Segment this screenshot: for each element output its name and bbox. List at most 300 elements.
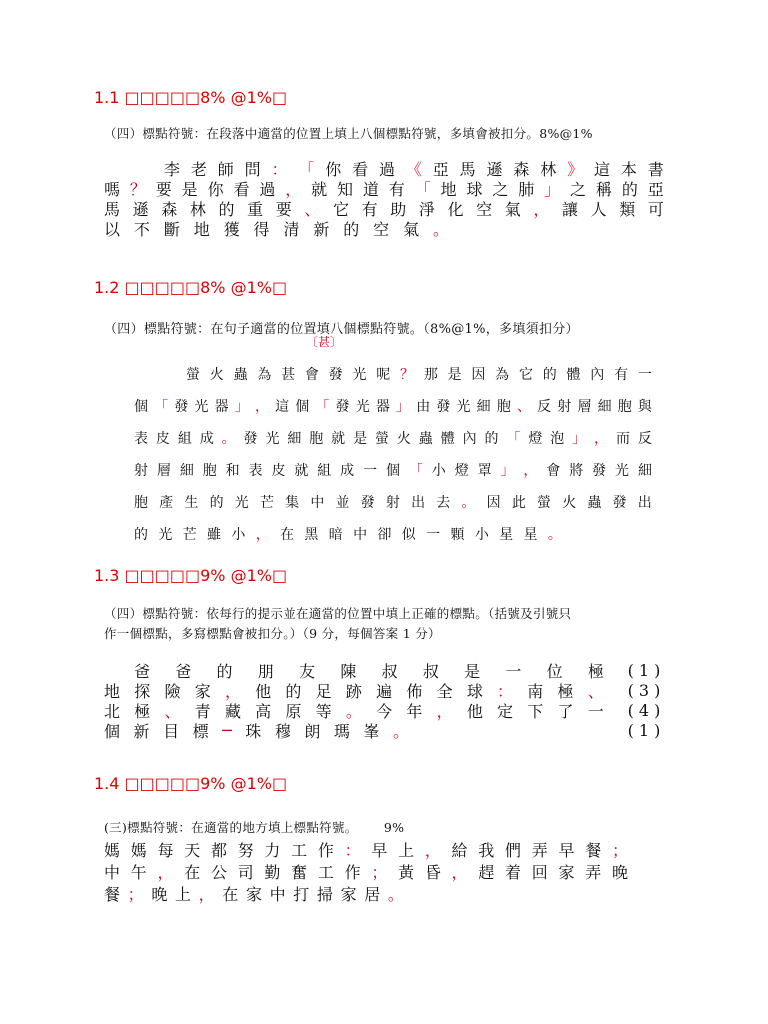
- punctuation-mark: ，: [533, 199, 550, 219]
- character: 細: [476, 399, 491, 415]
- punctuation-mark: 》: [567, 159, 584, 179]
- character: 佈: [406, 681, 423, 701]
- character: 馬: [104, 199, 121, 219]
- passage-line-with-score: [104, 660, 664, 680]
- character: 在: [222, 884, 239, 904]
- punctuation-mark: 「: [414, 179, 431, 199]
- character: 層: [577, 399, 592, 415]
- character: 重: [247, 199, 264, 219]
- character: 朗: [304, 721, 321, 741]
- punctuation-mark: ：: [271, 159, 288, 179]
- punctuation-mark: 。: [432, 219, 449, 239]
- character: 地: [104, 681, 121, 701]
- character: 位: [546, 661, 563, 681]
- punctuation-mark: ，: [198, 884, 215, 904]
- character: 表: [248, 463, 263, 479]
- character: 師: [217, 159, 234, 179]
- character: 朋: [257, 661, 274, 681]
- character: 黃: [398, 862, 415, 882]
- character: 家: [558, 862, 575, 882]
- character: 們: [505, 840, 522, 860]
- character: 細: [287, 431, 302, 447]
- character: 中: [353, 527, 368, 543]
- punctuation-mark: 。: [547, 527, 562, 543]
- character: 它: [333, 199, 350, 219]
- character: 將: [569, 463, 584, 479]
- character: 火: [209, 367, 224, 383]
- character: 螢: [374, 431, 389, 447]
- character: 媽: [104, 840, 121, 860]
- character: 芒: [259, 495, 274, 511]
- character: 餐: [104, 884, 121, 904]
- character: 新: [313, 219, 330, 239]
- character: 爸: [175, 661, 192, 681]
- section-heading-1-4: 1.4 □□□□□9% @1%□: [94, 774, 288, 793]
- character: 老: [190, 159, 207, 179]
- passage-line-with-score: [104, 720, 664, 740]
- character: 家: [340, 884, 357, 904]
- passage-line: [134, 390, 652, 422]
- character: 上: [174, 884, 191, 904]
- character: 你: [207, 179, 224, 199]
- character: 此: [511, 495, 526, 511]
- character: 居: [364, 884, 381, 904]
- character: 出: [637, 495, 652, 511]
- character: 燈: [528, 431, 543, 447]
- character: 奮: [291, 862, 308, 882]
- character: 的: [484, 431, 499, 447]
- character: 蟲: [587, 495, 602, 511]
- character: 組: [317, 463, 332, 479]
- score-label: ( 3 ): [627, 680, 661, 700]
- punctuation-mark: 「: [298, 159, 315, 179]
- character: 為: [495, 367, 510, 383]
- passage-1-3: [104, 660, 664, 740]
- punctuation-mark: ，: [523, 463, 538, 479]
- character: 你: [325, 159, 342, 179]
- character: 胞: [134, 495, 148, 511]
- passage-line: [134, 454, 652, 486]
- character: 讓: [562, 199, 579, 219]
- character: 弄: [531, 840, 548, 860]
- punctuation-mark: 「: [408, 463, 423, 479]
- score-total: 9%: [383, 820, 405, 835]
- character: 獲: [223, 219, 240, 239]
- character: 和: [225, 463, 240, 479]
- character: 射: [557, 399, 572, 415]
- character: 助: [390, 199, 407, 219]
- character: 林: [189, 199, 206, 219]
- punctuation-mark: ，: [424, 840, 441, 860]
- character: 馬: [459, 159, 476, 179]
- character: 暗: [328, 527, 343, 543]
- character: 它: [518, 367, 533, 383]
- character: 器: [214, 399, 229, 415]
- character: 體: [566, 367, 581, 383]
- character: 林: [540, 159, 557, 179]
- character: 化: [447, 199, 464, 219]
- punctuation-mark: ：: [344, 840, 361, 860]
- character: 成: [340, 463, 355, 479]
- character: 發: [592, 463, 607, 479]
- character: 空: [373, 219, 390, 239]
- character: 是: [464, 661, 481, 681]
- character: 天: [184, 840, 201, 860]
- character: 氣: [504, 199, 521, 219]
- handwritten-annotation: 〔甚〕: [306, 335, 343, 349]
- character: 發: [243, 431, 258, 447]
- character: 個: [134, 399, 148, 415]
- character: 罩: [477, 463, 492, 479]
- character: 地: [193, 219, 210, 239]
- punctuation-mark: ；: [127, 884, 144, 904]
- passage-line-with-score: [104, 700, 664, 720]
- character: 反: [637, 431, 652, 447]
- character: 螢: [186, 367, 200, 383]
- character: 火: [562, 495, 577, 511]
- character: 家: [245, 884, 262, 904]
- character: 球: [466, 681, 483, 701]
- punctuation-mark: ，: [285, 179, 302, 199]
- passage-line: [104, 860, 628, 882]
- character: 顆: [450, 527, 465, 543]
- punctuation-mark: ；: [371, 862, 388, 882]
- passage-1-4: [104, 838, 628, 904]
- question-prompt-1-3-b: 作一個標點，多寫標點會被扣分。）（9 分，每個答案 1 分）: [104, 626, 441, 641]
- character: 工: [291, 840, 308, 860]
- character: 叔: [422, 661, 439, 681]
- character: 去: [436, 495, 451, 511]
- passage-line: [134, 518, 562, 550]
- character: 書: [647, 159, 664, 179]
- character: 光: [615, 463, 630, 479]
- score-label: ( 4 ): [627, 700, 661, 720]
- character: 着: [505, 862, 522, 882]
- character: 似: [401, 527, 416, 543]
- punctuation-mark: 」: [234, 399, 249, 415]
- character: 媽: [130, 840, 147, 860]
- character: 遍: [376, 681, 393, 701]
- character: 要: [155, 179, 172, 199]
- character: 他: [466, 701, 483, 721]
- character: 發: [436, 399, 451, 415]
- character: 早: [371, 840, 388, 860]
- punctuation-mark: ，: [254, 399, 269, 415]
- character: 森: [161, 199, 178, 219]
- punctuation-mark: 「: [506, 431, 521, 447]
- punctuation-mark: ？: [400, 367, 415, 383]
- character: 的: [209, 495, 224, 511]
- character: 皮: [271, 463, 286, 479]
- character: 有: [388, 179, 405, 199]
- character: 看: [352, 159, 369, 179]
- character: 弄: [585, 862, 602, 882]
- punctuation-mark: 。: [387, 884, 404, 904]
- character: 星: [499, 527, 514, 543]
- character: 細: [597, 399, 612, 415]
- character: 遜: [486, 159, 503, 179]
- character: 出: [411, 495, 426, 511]
- character: 器: [375, 399, 390, 415]
- character: 李: [164, 159, 181, 179]
- punctuation-mark: 、: [516, 399, 531, 415]
- character: 小: [431, 463, 446, 479]
- character: 就: [294, 463, 309, 479]
- character: 蟲: [233, 367, 248, 383]
- character: 細: [179, 463, 194, 479]
- passage-line: [104, 198, 664, 218]
- character: 產: [159, 495, 174, 511]
- character: 上: [398, 840, 415, 860]
- section-heading-1-1: 1.1 □□□□□8% @1%□: [94, 88, 288, 107]
- character: 藏: [224, 701, 241, 721]
- passage-line: [104, 882, 404, 904]
- character: 公: [210, 862, 227, 882]
- character: 氣: [403, 219, 420, 239]
- punctuation-mark: ，: [255, 527, 270, 543]
- character: 給: [451, 840, 468, 860]
- character: 全: [436, 681, 453, 701]
- character: 都: [210, 840, 227, 860]
- character: 中: [269, 884, 286, 904]
- character: 這: [275, 399, 290, 415]
- punctuation-mark: 、: [587, 681, 604, 701]
- character: 胞: [617, 399, 632, 415]
- character: 定: [497, 701, 514, 721]
- character: 過: [259, 179, 276, 199]
- character: 陳: [340, 661, 357, 681]
- passage-line: [104, 719, 409, 742]
- character: 發: [335, 399, 350, 415]
- character: 因: [486, 495, 501, 511]
- character: 森: [513, 159, 530, 179]
- character: 極: [587, 661, 604, 681]
- character: 芒: [182, 527, 197, 543]
- character: 小: [231, 527, 246, 543]
- character: 就: [331, 431, 346, 447]
- character: 探: [134, 681, 151, 701]
- character: 的: [285, 681, 302, 701]
- character: 黑: [304, 527, 319, 543]
- punctuation-mark: ，: [451, 862, 468, 882]
- character: 光: [456, 399, 471, 415]
- character: 卻: [377, 527, 392, 543]
- punctuation-mark: 」: [500, 463, 515, 479]
- character: 就: [311, 179, 328, 199]
- character: 類: [619, 199, 636, 219]
- punctuation-mark: 」: [572, 431, 587, 447]
- character: 了: [557, 701, 574, 721]
- character: 會: [304, 367, 319, 383]
- character: 的: [621, 179, 638, 199]
- character: 內: [590, 367, 605, 383]
- character: 道: [362, 179, 379, 199]
- character: 跡: [345, 681, 362, 701]
- character: 光: [265, 431, 280, 447]
- character: 下: [527, 701, 544, 721]
- passage-line: [134, 358, 652, 390]
- character: 珠: [245, 721, 262, 741]
- question-prompt-1-2: （四）標點符號：在句子適當的位置填八個標點符號。（8%@1%，多填須扣分）: [104, 322, 579, 337]
- character: 螢: [537, 495, 551, 511]
- character: 集: [285, 495, 300, 511]
- punctuation-mark: 」: [396, 399, 411, 415]
- character: 光: [355, 399, 370, 415]
- question-prompt-1-3-a: （四）標點符號：依每行的提示並在適當的位置中填上正確的標點。（括號及引號只: [104, 606, 572, 621]
- punctuation-mark: ？: [129, 179, 146, 199]
- score-label: ( 1 ): [627, 720, 661, 740]
- character: 高: [255, 701, 272, 721]
- character: 司: [237, 862, 254, 882]
- character: 亞: [432, 159, 449, 179]
- character: 力: [264, 840, 281, 860]
- passage-line: [104, 178, 664, 198]
- character: 每: [157, 840, 174, 860]
- score-label: ( 1 ): [627, 660, 661, 680]
- character: 北: [104, 701, 121, 721]
- question-prompt-1-1: （四）標點符號：在段落中適當的位置上填上八個標點符號，多填會被扣分。8%@1%: [104, 126, 593, 141]
- character: 峯: [363, 721, 380, 741]
- character: 個: [104, 721, 121, 741]
- character: 知: [337, 179, 354, 199]
- character: 在: [184, 862, 201, 882]
- character: 並: [335, 495, 350, 511]
- character: 個: [295, 399, 310, 415]
- character: 極: [134, 701, 151, 721]
- character: 射: [385, 495, 400, 511]
- character: 今: [376, 701, 393, 721]
- character: 晚: [611, 862, 628, 882]
- character: 組: [177, 431, 192, 447]
- punctuation-mark: ，: [436, 701, 453, 721]
- character: 個: [385, 463, 400, 479]
- character: 的: [134, 527, 148, 543]
- punctuation-mark: 。: [392, 721, 409, 741]
- character: 回: [531, 862, 548, 882]
- character: 球: [466, 179, 483, 199]
- punctuation-mark: ：: [497, 681, 514, 701]
- character: 呢: [376, 367, 391, 383]
- character: 趕: [478, 862, 495, 882]
- character: 中: [104, 862, 121, 882]
- character: 的: [218, 199, 235, 219]
- character: 友: [299, 661, 316, 681]
- character: 而: [615, 431, 630, 447]
- character: 星: [523, 527, 538, 543]
- character: 淨: [418, 199, 435, 219]
- punctuation-mark: 、: [164, 701, 181, 721]
- punctuation-mark: 「: [315, 399, 330, 415]
- character: 一: [637, 367, 652, 383]
- character: 空: [476, 199, 493, 219]
- character: 原: [285, 701, 302, 721]
- question-text: (三)標點符號：在適當的地方填上標點符號。: [104, 820, 358, 835]
- character: 因: [471, 367, 486, 383]
- character: 胞: [202, 463, 217, 479]
- punctuation-mark: 。: [461, 495, 476, 511]
- character: 體: [440, 431, 455, 447]
- character: 一: [505, 661, 522, 681]
- character: 射: [134, 463, 148, 479]
- character: 穆: [274, 721, 291, 741]
- character: 看: [233, 179, 250, 199]
- character: 這: [594, 159, 611, 179]
- character: 光: [352, 367, 367, 383]
- character: 青: [194, 701, 211, 721]
- character: 反: [537, 399, 552, 415]
- character: 極: [557, 681, 574, 701]
- passage-line-with-score: [104, 680, 664, 700]
- character: 打: [293, 884, 310, 904]
- character: 中: [310, 495, 325, 511]
- character: 足: [315, 681, 332, 701]
- character: 工: [317, 862, 334, 882]
- character: 可: [647, 199, 664, 219]
- punctuation-mark: 《: [405, 159, 422, 179]
- character: 亞: [647, 179, 664, 199]
- character: 昏: [424, 862, 441, 882]
- question-prompt-1-4: [104, 818, 404, 836]
- character: 本: [620, 159, 637, 179]
- character: 等: [315, 701, 332, 721]
- character: 光: [194, 399, 209, 415]
- passage-1-2: [134, 358, 652, 550]
- character: 他: [255, 681, 272, 701]
- punctuation-mark: 、: [304, 199, 321, 219]
- passage-line: [134, 422, 652, 454]
- character: 蟲: [418, 431, 433, 447]
- character: 斷: [163, 219, 180, 239]
- character: 胞: [309, 431, 324, 447]
- character: 皮: [155, 431, 170, 447]
- character: 標: [192, 721, 209, 741]
- character: 甚: [281, 367, 296, 383]
- character: 一: [426, 527, 441, 543]
- character: 得: [253, 219, 270, 239]
- character: 生: [184, 495, 199, 511]
- character: 努: [237, 840, 254, 860]
- character: 發: [360, 495, 375, 511]
- passage-1-1: [104, 158, 664, 238]
- character: 胞: [496, 399, 511, 415]
- punctuation-mark: 「: [154, 399, 169, 415]
- character: 我: [478, 840, 495, 860]
- character: 目: [163, 721, 180, 741]
- section-heading-1-2: 1.2 □□□□□8% @1%□: [94, 278, 288, 297]
- character: 發: [328, 367, 343, 383]
- character: 發: [174, 399, 189, 415]
- section-heading-1-3: 1.3 □□□□□9% @1%□: [94, 566, 288, 585]
- character: 為: [257, 367, 272, 383]
- character: 餐: [585, 840, 602, 860]
- character: 有: [361, 199, 378, 219]
- character: 稱: [595, 179, 612, 199]
- character: 表: [134, 431, 148, 447]
- character: 午: [130, 862, 147, 882]
- character: 勤: [264, 862, 281, 882]
- character: 雖: [207, 527, 222, 543]
- character: 早: [558, 840, 575, 860]
- character: 瑪: [333, 721, 350, 741]
- character: 層: [156, 463, 171, 479]
- character: 不: [133, 219, 150, 239]
- character: 是: [353, 431, 368, 447]
- character: 新: [133, 721, 150, 741]
- character: 是: [447, 367, 462, 383]
- punctuation-mark: ，: [594, 431, 609, 447]
- character: 光: [234, 495, 249, 511]
- punctuation-mark: ─: [222, 720, 232, 740]
